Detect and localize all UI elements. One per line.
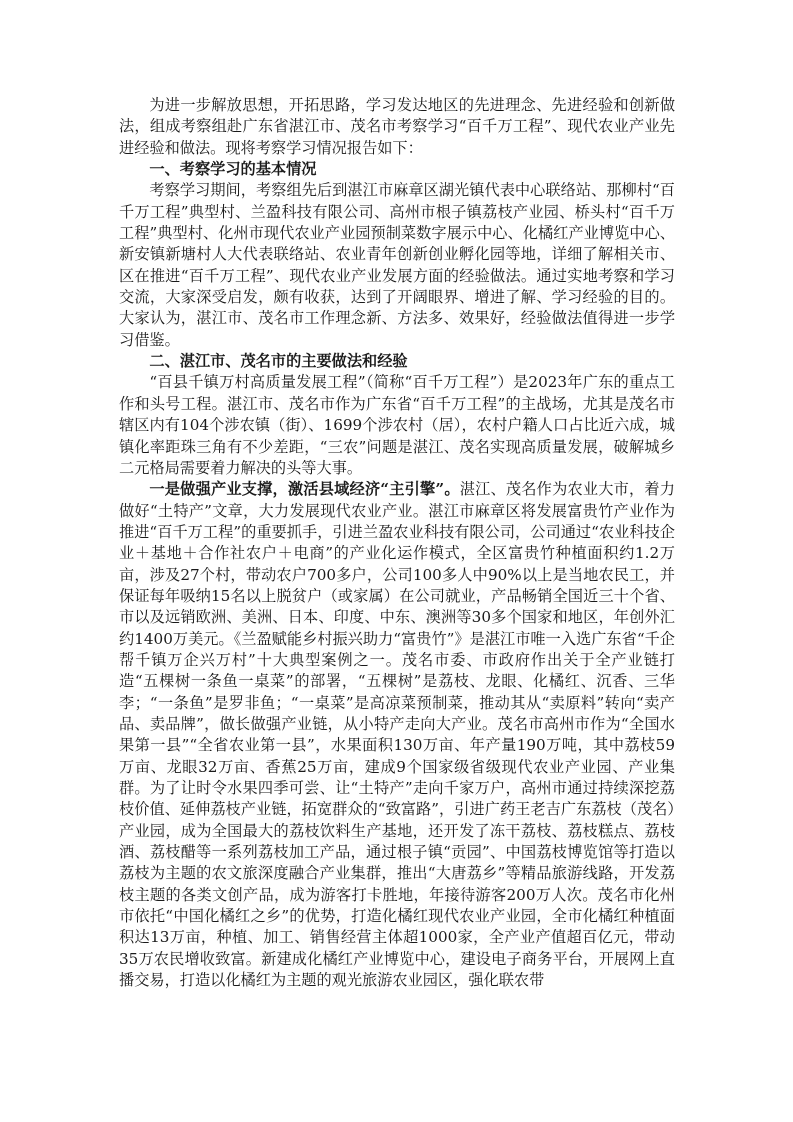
section-1-paragraph: 考察学习期间，考察组先后到湛江市麻章区湖光镇代表中心联络站、那柳村“百千万工程”典型村、兰盈科技有限公司、高州市根子镇荔枝产业园、桥头村“百千万工程”典型村、化州市现代农业产业园预制菜数字展示中心、化橘红产业博览中心、新安镇新塘村人大代表联络站、农业青年创新创业孵化园等地，详细了解相关市、区在推进“百千万工程”、现代农业产业发展方面的经验做法。通过实地考察和学习交流，大家深受启发，颇有收获，达到了开阔眼界、增进了解、学习经验的目的。大家认为，湛江市、茂名市工作理念新、方法多、效果好，经验做法值得进一步学习借鉴。 — [119, 181, 675, 349]
section-1-heading: 一、考察学习的基本情况 — [149, 160, 317, 179]
point-1-lead: 一是做强产业支撑，激活县域经济“主引擎”。 — [149, 480, 460, 499]
document-page — [119, 95, 675, 991]
section-2-heading: 二、湛江市、茂名市的主要做法和经验 — [149, 352, 408, 371]
point-1-body: 湛江、茂名作为农业大市，着力做好“土特产”文章，大力发展现代农业产业。湛江市麻章区将发展富贵竹产业作为推进“百千万工程”的重要抓手，引进兰盈农业科技有限公司，公司通过“农业科技企业＋基地＋合作社农户＋电商”的产业化运作模式，全区富贵竹种植面积约1.2万亩，涉及27个村，带动农户700多户，公司100多人中90%以上是当地农民工，并保证每年吸纳15名以上脱贫户（或家属）在公司就业，产品畅销全国近三十个省、市以及远销欧洲、美洲、日本、印度、中东、澳洲等30多个国家和地区，年创外汇约1400万美元。《兰盈赋能乡村振兴助力“富贵竹”》是湛江市唯一入选广东省“千企帮千镇万企兴万村”十大典型案例之一。茂名市委、市政府作出关于全产业链打造“五棵树一条鱼一桌菜”的部署，“五棵树”是荔枝、龙眼、化橘红、沉香、三华李；“一条鱼”是罗非鱼；“一桌菜”是高凉菜预制菜，推动其从“卖原料”转向“卖产品、卖品牌”，做长做强产业链，从小特产走向大产业。茂名市高州市作为“全国水果第一县”“全省农业第一县”，水果面积130万亩、年产量190万吨，其中荔枝59万亩、龙眼32万亩、香蕉25万亩，建成9个国家级省级现代农业产业园、产业集群。为了让时令水果四季可尝、让“土特产”走向千家万户，高州市通过持续深挖荔枝价值、延伸荔枝产业链，拓宽群众的“致富路”，引进广药王老吉广东荔枝（茂名）产业园，成为全国最大的荔枝饮料生产基地，还开发了冻干荔枝、荔枝糕点、荔枝酒、荔枝醋等一系列荔枝加工产品，通过根子镇“贡园”、中国荔枝博览馆等打造以荔枝为主题的农文旅深度融合产业集群，推出“大唐荔乡”等精品旅游线路，开发荔枝主题的各类文创产品，成为游客打卡胜地，年接待游客200万人次。茂名市化州市依托“中国化橘红之乡”的优势，打造化橘红现代农业产业园，全市化橘红种植面积达13万亩，种植、加工、销售经营主体超1000家，全产业产值超百亿元，带动35万农民增收致富。新建成化橘红产业博览中心，建设电子商务平台，开展网上直播交易，打造以化橘红为主题的观光旅游农业园区，强化联农带 — [119, 480, 675, 990]
intro-paragraph: 为进一步解放思想，开拓思路，学习发达地区的先进理念、先进经验和创新做法，组成考察组赴广东省湛江市、茂名市考察学习“百千万工程”、现代农业产业先进经验和做法。现将考察学习情况报告如下： — [119, 96, 675, 157]
section-2-paragraph: “百县千镇万村高质量发展工程”（简称“百千万工程”）是2023年广东的重点工作和头号工程。湛江市、茂名市作为广东省“百千万工程”的主战场，尤其是茂名市辖区内有104个涉农镇（街）、1699个涉农村（居），农村户籍人口占比近六成，城镇化率距珠三角有不少差距，“三农”问题是湛江、茂名实现高质量发展，破解城乡二元格局需要着力解决的头等大事。 — [119, 373, 675, 477]
point-1-paragraph — [119, 479, 675, 991]
